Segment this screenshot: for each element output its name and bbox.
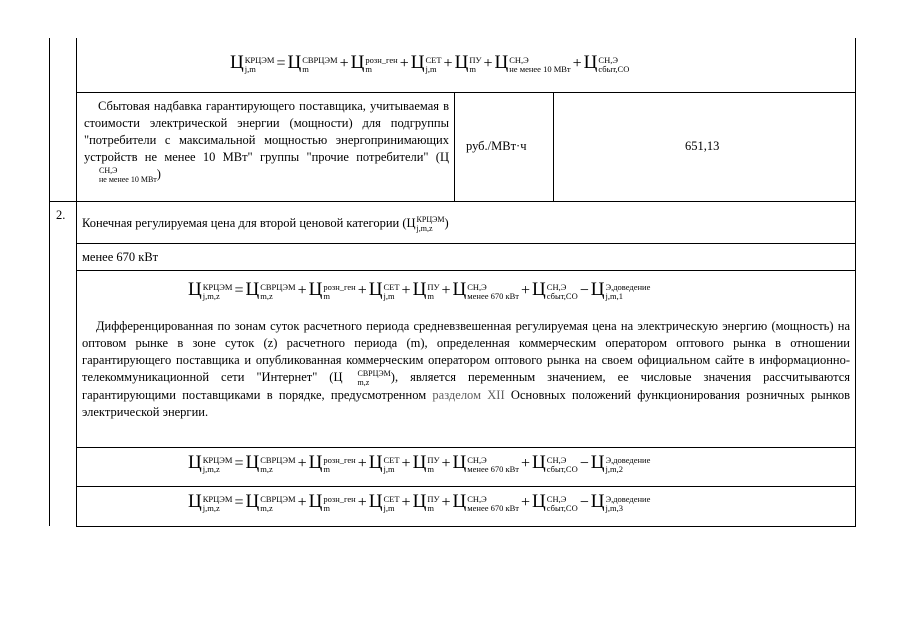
column-separator	[454, 92, 455, 201]
row-separator	[76, 243, 856, 244]
formula-zone-2: Ц КРЦЭМ j,m,z = Ц СВРЦЭМ m,z + Ц розн_ген m + Ц СЕТ j,m + Ц ПУ m + Ц СН,Э менее 670 кВт + Ц СН,Э сбыт,СО − Ц Э,доведение j,m,2	[188, 452, 651, 474]
row-number: 2.	[56, 208, 66, 222]
row-separator	[76, 92, 856, 93]
price-description: Дифференцированная по зонам суток расчетного периода средневзвешенная регулируемая цена на электрическую энергию (мощность) на оптовом рынке в зоне суток (z) расчетного периода (m), определенная коммерческим оператором оптового рынка в отношении гарантирующего поставщика и опубликованная коммерческим оператором оптового рынка на своем официальном сайте в информационно-телекоммуникационной сети "Интернет" (Ц СВРЦЭМ m,z ), является переменным значением, ее числовые значения рассчитываются гарантирующими поставщиками в порядке, предусмотренном разделом XII Основных положений функционирования розничных рынков электрической энергии.	[82, 319, 850, 420]
row-separator	[76, 486, 856, 487]
section-xii-link[interactable]: разделом XII	[432, 388, 505, 403]
formula-zone-1: Ц КРЦЭМ j,m,z = Ц СВРЦЭМ m,z + Ц розн_ген m + Ц СЕТ j,m + Ц ПУ m + Ц СН,Э менее 670 кВт + Ц СН,Э сбыт,СО − Ц Э,доведение j,m,1	[188, 279, 651, 301]
value-cell: 651,13	[685, 139, 720, 153]
power-band-label: менее 670 кВт	[82, 250, 159, 264]
section-title: Конечная регулируемая цена для второй ценовой категории (Ц КРЦЭМ j,m,z )	[82, 215, 449, 234]
row-separator	[76, 447, 856, 448]
table-left-border	[76, 38, 77, 526]
unit-cell: руб./МВт·ч	[466, 139, 527, 153]
formula-zone-3: Ц КРЦЭМ j,m,z = Ц СВРЦЭМ m,z + Ц розн_ген m + Ц СЕТ j,m + Ц ПУ m + Ц СН,Э менее 670 кВт + Ц СН,Э сбыт,СО − Ц Э,доведение j,m,3	[188, 491, 651, 513]
table-right-border	[855, 38, 856, 526]
column-separator	[553, 92, 554, 201]
left-margin-line	[49, 38, 50, 526]
markup-description: Сбытовая надбавка гарантирующего поставщика, учитываемая в стоимости электрической энергии (мощности) для подгруппы "потребители с максимальной мощностью энергопринимающих устройств не менее 10 МВт" группы "прочие потребители" (Ц СН,Э не менее 10 МВт )	[84, 99, 449, 185]
row-separator	[76, 270, 856, 271]
formula-top: Ц КРЦЭМ j,m = Ц СВРЦЭМ m + Ц розн_ген m + Ц СЕТ j,m + Ц ПУ m + Ц СН,Э не менее 10 МВт + Ц СН,Э сбыт,СО	[230, 52, 630, 74]
row-separator	[49, 201, 856, 202]
table-bottom-border	[76, 526, 856, 527]
